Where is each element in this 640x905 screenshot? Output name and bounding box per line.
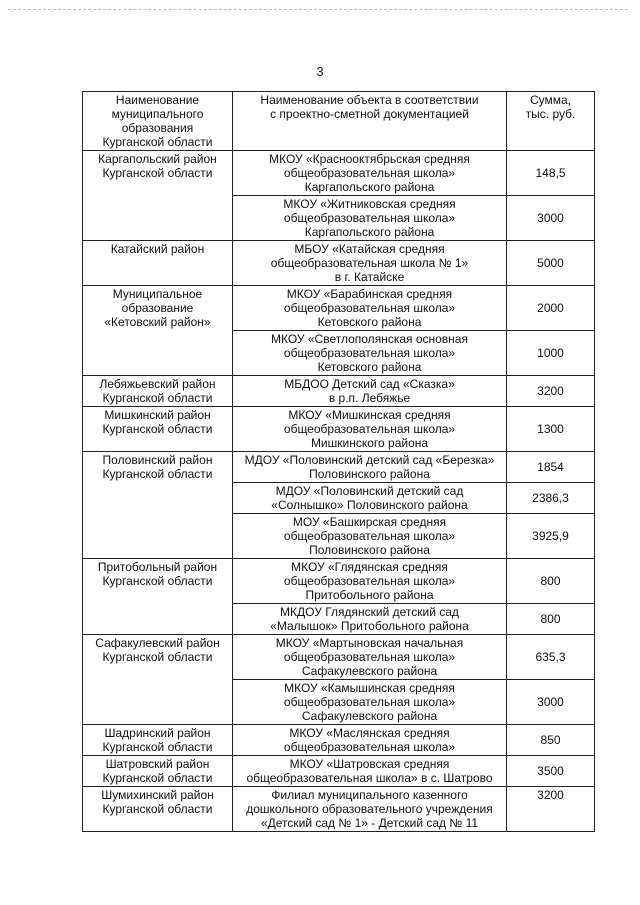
object-cell (233, 151, 507, 196)
header-line: тыс. руб. (525, 107, 576, 121)
object-line: дошкольного образовательного учреждения (246, 802, 493, 816)
object-cell (233, 452, 507, 483)
table-row (83, 407, 595, 452)
municipality-line: Курганской области (102, 391, 213, 405)
municipality-line: Лебяжьевский район (99, 377, 216, 391)
municipality-cell (83, 241, 233, 286)
object-line: Мишкинского района (310, 436, 429, 450)
header-object (233, 92, 507, 151)
object-cell (233, 376, 507, 407)
object-cell (233, 241, 507, 286)
object-line: общеобразовательная школа» (283, 346, 456, 360)
object-cell (233, 514, 507, 559)
table-body (83, 151, 595, 832)
header-line: с проектно-сметной документацией (270, 107, 469, 121)
table-row (83, 725, 595, 756)
municipality-line: Курганской области (102, 574, 213, 588)
object-cell (233, 725, 507, 756)
object-line: общеобразовательная школа» в с. Шатрово (246, 771, 493, 785)
object-cell (233, 756, 507, 787)
municipality-line: Курганской области (102, 802, 213, 816)
amount-cell: 5000 (507, 241, 595, 286)
amount-cell: 148,5 (507, 151, 595, 196)
amount-cell: 800 (507, 604, 595, 635)
header-amount (507, 92, 595, 151)
object-line: общеобразовательная школа» (283, 166, 456, 180)
object-line: МКОУ «Маслянская средняя (289, 726, 450, 740)
header-line: Сумма, (529, 93, 572, 107)
object-line: МКДОУ Глядянский детский сад (280, 605, 459, 619)
object-line: Кетовского района (317, 360, 422, 374)
municipality-line: Катайский район (110, 242, 205, 256)
object-line: общеобразовательная школа» (283, 422, 456, 436)
object-line: общеобразовательная школа» (283, 529, 456, 543)
page-number: 3 (316, 64, 324, 79)
municipality-cell (83, 635, 233, 725)
object-line: Сафакулевского района (301, 664, 438, 678)
object-line: общеобразовательная школа» (283, 574, 456, 588)
object-line: МКОУ «Камышинская средняя (284, 681, 455, 695)
header-line: муниципального (111, 107, 204, 121)
header-line: Курганской области (102, 135, 213, 149)
amount-cell: 1854 (507, 452, 595, 483)
amount-cell: 3200 (507, 376, 595, 407)
amount-cell: 1300 (507, 407, 595, 452)
object-cell (233, 680, 507, 725)
municipality-cell (83, 151, 233, 241)
object-line: Притобольного района (305, 588, 434, 602)
table-row (83, 635, 595, 680)
municipality-line: образование (121, 301, 194, 315)
amount-cell: 3000 (507, 196, 595, 241)
municipality-cell (83, 787, 233, 832)
object-line: Половинского района (309, 467, 430, 481)
object-line: общеобразовательная школа» (283, 211, 456, 225)
municipality-line: «Кетовский район» (104, 315, 211, 329)
amount-cell: 2000 (507, 286, 595, 331)
table-row (83, 452, 595, 483)
municipality-line: Курганской области (102, 650, 213, 664)
amount-cell: 1000 (507, 331, 595, 376)
object-line: общеобразовательная школа» (283, 650, 456, 664)
municipality-line: Сафакулевский район (95, 636, 220, 650)
municipality-cell (83, 559, 233, 635)
amount-cell: 3500 (507, 756, 595, 787)
object-line: МКОУ «Мартыновская начальная (275, 636, 464, 650)
object-cell (233, 604, 507, 635)
object-cell (233, 407, 507, 452)
municipality-line: Шадринский район (104, 726, 211, 740)
table-row (83, 286, 595, 331)
municipality-line: Каргапольский район (98, 152, 217, 166)
municipality-line: Курганской области (102, 771, 213, 785)
object-line: МБОУ «Катайская средняя (294, 242, 445, 256)
amount-cell: 3200 (507, 787, 595, 832)
municipality-line: Шумихинский район (101, 788, 214, 802)
object-line: Сафакулевского района (301, 709, 438, 723)
object-line: в р.п. Лебяжье (328, 391, 411, 405)
object-cell (233, 483, 507, 514)
municipality-cell (83, 725, 233, 756)
object-line: Кетовского района (317, 315, 422, 329)
object-line: МКОУ «Краснооктябрьская средняя (269, 152, 470, 166)
object-line: общеобразовательная школа» (283, 740, 456, 754)
amount-cell: 800 (507, 559, 595, 604)
table-row (83, 756, 595, 787)
municipality-line: Шатровский район (105, 757, 210, 771)
object-line: общеобразовательная школа № 1» (270, 256, 469, 270)
object-cell (233, 635, 507, 680)
municipality-line: Курганской области (102, 467, 213, 481)
object-line: «Детский сад № 1» - Детский сад № 11 (260, 816, 479, 830)
table-row (83, 376, 595, 407)
object-line: общеобразовательная школа» (283, 695, 456, 709)
table-row (83, 787, 595, 832)
municipality-cell (83, 756, 233, 787)
table-header-row (83, 92, 595, 151)
funding-table (82, 91, 595, 832)
object-line: в г. Катайске (334, 270, 405, 284)
municipality-cell (83, 407, 233, 452)
object-line: МДОУ «Половинский детский сад (275, 484, 464, 498)
municipality-cell (83, 376, 233, 407)
amount-cell: 2386,3 (507, 483, 595, 514)
municipality-cell (83, 452, 233, 559)
object-line: общеобразовательная школа» (283, 301, 456, 315)
object-line: МКОУ «Барабинская средняя (286, 287, 453, 301)
amount-cell: 3000 (507, 680, 595, 725)
amount-cell: 635,3 (507, 635, 595, 680)
object-line: Каргапольского района (304, 180, 435, 194)
object-cell (233, 787, 507, 832)
table-row (83, 151, 595, 196)
municipality-line: Притобольный район (97, 560, 218, 574)
amount-cell: 850 (507, 725, 595, 756)
table-row (83, 241, 595, 286)
object-line: МКОУ «Шатровская средняя (289, 757, 450, 771)
object-line: Филиал муниципального казенного (271, 788, 468, 802)
object-line: МДОУ «Половинский детский сад «Березка» (244, 453, 495, 467)
object-line: МКОУ «Светлополянская основная (271, 332, 468, 346)
header-line: образования (121, 121, 194, 135)
object-cell (233, 331, 507, 376)
object-line: МКОУ «Мишкинская средняя (288, 408, 451, 422)
header-municipality (83, 92, 233, 151)
amount-cell: 3925,9 (507, 514, 595, 559)
object-line: Каргапольского района (304, 225, 435, 239)
object-cell (233, 559, 507, 604)
object-cell (233, 286, 507, 331)
municipality-line: Половинский район (102, 453, 213, 467)
object-line: МКОУ «Глядянская средняя (291, 560, 448, 574)
table-row (83, 559, 595, 604)
object-line: «Солнышко» Половинского района (271, 498, 468, 512)
municipality-cell (83, 286, 233, 376)
municipality-line: Курганской области (102, 166, 213, 180)
object-line: МБДОО Детский сад «Сказка» (284, 377, 455, 391)
municipality-line: Муниципальное (112, 287, 203, 301)
object-line: «Малышок» Притобольного района (270, 619, 469, 633)
scan-top-edge-line (8, 9, 628, 10)
municipality-line: Мишкинский район (104, 408, 211, 422)
object-line: МОУ «Башкирская средняя (292, 515, 447, 529)
header-line: Наименование (115, 93, 200, 107)
municipality-line: Курганской области (102, 422, 213, 436)
municipality-line: Курганской области (102, 740, 213, 754)
header-line: Наименование объекта в соответствии (260, 93, 479, 107)
object-line: Половинского района (309, 543, 430, 557)
object-line: МКОУ «Житниковская средняя (283, 197, 456, 211)
object-cell (233, 196, 507, 241)
